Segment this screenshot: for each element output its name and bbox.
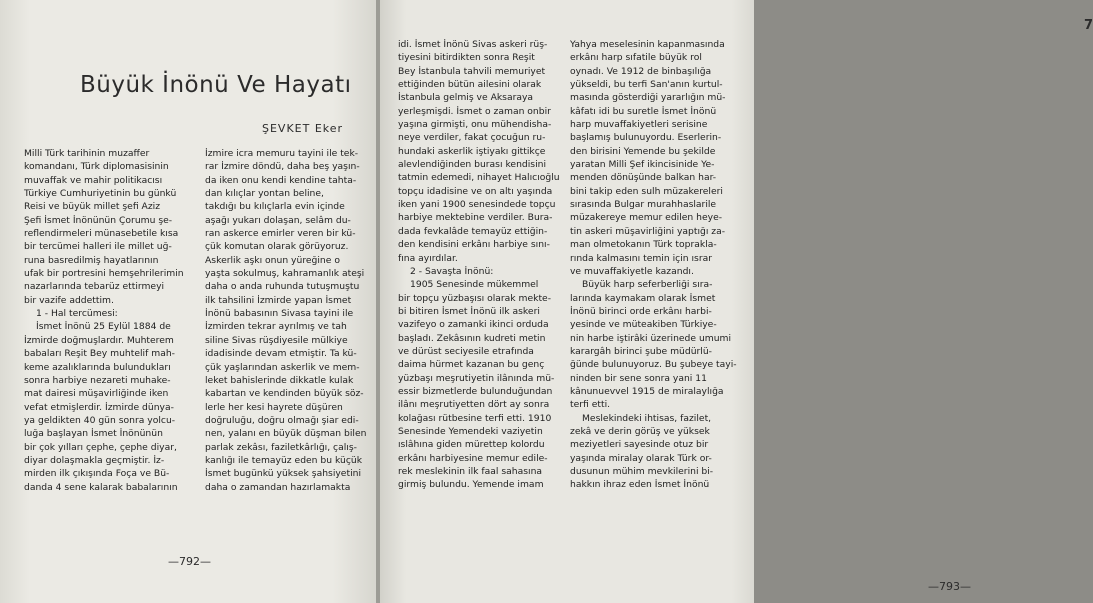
text-line: İzmirden tekrar ayrılmış ve tah: [205, 321, 347, 333]
text-line: başladı. Zekâsının kudreti metin: [398, 332, 546, 344]
text-line: Büyük harp seferberliği sıra-: [582, 279, 713, 291]
text-line: yüzbaşı meşrutiyetin ilânında mü-: [398, 372, 555, 384]
text-line: ninden bir sene sonra yani 11: [570, 372, 707, 384]
text-line: runa basredilmiş hayatlarının: [24, 254, 159, 266]
text-line: reflendirmeleri münasebetile kısa: [24, 228, 179, 240]
text-line: doğruluğu, doğru olmağı şiar edi-: [205, 414, 359, 426]
text-line: tiyesini bitirdikten sonra Reşit: [398, 52, 535, 64]
text-line: zekâ ve derin görüş ve yüksek: [570, 425, 710, 437]
text-line: masında gösterdiği yararlığın mü-: [570, 92, 726, 104]
text-line: ettiğinden bütün ailesini olarak: [398, 79, 542, 91]
text-line: yaratan Milli Şef ikincisinide Ye-: [570, 159, 715, 171]
text-column-4: [570, 38, 742, 492]
text-line: Askerlik aşkı onun yüreğine o: [205, 254, 340, 266]
page-folio-right: —793—: [928, 580, 971, 593]
text-line: takdığı bu kılıçlarla evin içinde: [205, 201, 345, 213]
text-line: Türkiye Cumhuriyetinin bu günkü: [24, 188, 177, 200]
text-line: bir topçu yüzbaşısı olarak mekte-: [398, 292, 552, 304]
text-line: kâfatı idi bu suretle İsmet İnönü: [570, 105, 717, 117]
text-line: harp muvaffakiyetleri serisine: [570, 119, 708, 131]
text-line: bir çok yılları çephe, çephe diyar,: [24, 441, 177, 453]
text-line: Bey İstanbula tahvili memuriyet: [398, 65, 546, 77]
text-line: sırasında Bulgar murahhaslarile: [570, 199, 717, 211]
text-line: ve dürüst seciyesile etrafında: [398, 345, 534, 357]
text-line: tatmin edemedi, nihayet Halıcıoğlu: [398, 172, 560, 184]
text-line: mirden ilk çıkışında Foça ve Bü-: [24, 468, 170, 480]
text-line: diyar dolaşmakla geçmiştir. İz-: [24, 454, 165, 466]
text-line: vazifeyo o zamanki ikinci orduda: [398, 319, 549, 331]
text-line: da iken onu kendi kendine tahta-: [205, 174, 357, 186]
text-line: danda 4 sene kalarak babalarının: [24, 481, 178, 493]
text-line: Milli Türk tarihinin muzaffer: [24, 148, 150, 159]
text-line: idi. İsmet İnönü Sivas askeri rüş-: [398, 39, 548, 50]
text-line: nin harbe iştirâki üzerinede umumi: [570, 332, 732, 344]
text-line: İnönü babasının Sivasa tayini ile: [205, 308, 354, 320]
text-column-3: [398, 38, 558, 492]
text-line: essir bizmetlerde bulunduğundan: [398, 385, 553, 397]
text-line: 1905 Senesinde mükemmel: [410, 279, 539, 291]
text-line: müzakereye memur edilen heye-: [570, 212, 723, 224]
text-line: hundaki askerlik iştiyakı gittikçe: [398, 145, 546, 157]
left-page: [0, 0, 378, 603]
text-line: daha o zamandan hazırlamakta: [205, 481, 351, 493]
text-line: yaşında miralay olarak Türk or-: [570, 452, 712, 464]
text-line: yesinde ve müteakiben Türkiye-: [570, 319, 717, 331]
text-line: ilânı meşrutiyetten dört ay sonra: [398, 399, 550, 411]
author-name: ŞEVKET Eker: [262, 122, 344, 135]
text-line: Reisi ve büyük millet şefi Aziz: [24, 201, 161, 213]
text-line: rar İzmire döndü, daha beş yaşın-: [205, 161, 360, 173]
text-line: meziyetleri sayesinde otuz bir: [570, 439, 709, 451]
text-line: girmiş bulundu. Yemende imam: [398, 479, 544, 491]
text-line: karargâh birinci şube müdürlü-: [570, 345, 712, 357]
text-line: keme azalıklarında bulundukları: [24, 361, 171, 373]
text-line: 2 - Savaşta İnönü:: [410, 265, 494, 277]
text-line: ufak bir portresini hemşehrilerimin: [24, 268, 184, 280]
text-line: yerleşmişdi. İsmet o zaman onbir: [398, 105, 551, 117]
text-line: mat dairesi müşavirliğinde iken: [24, 388, 169, 400]
text-line: yaşta sokulmuş, kahramanlık ateşi: [205, 268, 365, 280]
text-line: daha o anda ruhunda tutuşmuştu: [205, 281, 360, 293]
text-line: rek meslekinin ilk faal sahasına: [398, 466, 543, 477]
text-line: dan kılıçlar yontan beline,: [205, 188, 324, 200]
text-line: bir vazife addettim.: [24, 294, 114, 306]
text-line: alevlendiğinden burası kendisini: [398, 159, 547, 171]
text-line: rında kalmasını temin için ısrar: [570, 252, 713, 264]
text-line: harbiye mektebine verdiler. Bura-: [398, 212, 553, 224]
text-line: dada fevkalâde temayüz ettiğin-: [398, 225, 548, 237]
text-line: topçu idadisine ve on altı yaşında: [398, 185, 553, 197]
text-line: nen, yalanı en büyük düşman bilen: [205, 428, 367, 440]
text-line: nazarlarında tebarüz ettirmeyi: [24, 281, 165, 293]
text-line: iken yani 1900 senesindede topçu: [398, 199, 556, 211]
text-line: yaşına girmişti, onu mühendisha-: [398, 119, 552, 131]
text-line: vefat etmişlerdir. İzmirde dünya-: [24, 401, 174, 413]
text-line: leket bahislerinde dikkatle kulak: [205, 374, 354, 386]
text-line: Yahya meselesinin kapanmasında: [570, 39, 725, 50]
text-column-1: [24, 147, 184, 494]
text-line: ğünde bulunuyoruz. Bu şubeye tayi-: [570, 359, 737, 371]
text-line: ran askerce emirler veren bir kü-: [205, 228, 356, 240]
text-line: hakkın ihraz eden İsmet İnönü: [570, 479, 710, 491]
text-line: yükseldi, bu terfi San'anın kurtul-: [570, 79, 723, 91]
text-line: İsmet bugünkü yüksek şahsiyetini: [205, 468, 361, 480]
text-line: luğa başlayan İsmet İnönünün: [24, 428, 163, 440]
text-line: tin askeri müşavirliğini yaptığı za-: [570, 225, 726, 237]
page-folio-left: —792—: [168, 555, 211, 568]
text-line: bi bitiren İsmet İnönü ilk askeri: [398, 305, 540, 317]
text-line: bir tercümei halleri ile millet uğ-: [24, 241, 172, 253]
text-line: muvaffak ve mahir politikacısı: [24, 174, 163, 186]
text-line: den birisini Yemende bu şekilde: [570, 145, 716, 157]
text-line: den kendisini erkânı harbiye sını-: [398, 239, 550, 251]
text-line: siline Sivas rüşdiyesile mülkiye: [205, 334, 348, 346]
text-line: daima hürmet kazanan bu genç: [398, 359, 545, 371]
text-line: İzmire icra memuru tayini ile tek-: [205, 148, 359, 159]
text-line: dusunun mühim mevkilerini bi-: [570, 466, 714, 477]
page-number: 7: [1084, 18, 1093, 33]
text-line: babaları Reşit Bey muhtelif mah-: [24, 348, 175, 360]
text-line: çük komutan olarak görüyoruz.: [205, 241, 349, 253]
text-line: Senesinde Yemendeki vaziyetin: [398, 425, 543, 437]
text-line: ve muvaffakiyetle kazandı.: [570, 265, 694, 277]
text-line: bini takip eden sulh müzakereleri: [570, 185, 723, 197]
text-line: İnönü birinci orde erkânı harbi-: [570, 305, 712, 317]
text-line: larında kaymakam olarak İsmet: [570, 292, 716, 304]
text-line: oynadı. Ve 1912 de binbaşılığa: [570, 65, 712, 77]
text-line: idadisinde devam etmiştir. Ta kü-: [205, 348, 357, 360]
right-page: [380, 0, 1093, 603]
text-line: Meslekindeki ihtisas, fazilet,: [582, 412, 712, 424]
text-line: kanlığı ile temayüz eden bu küçük: [205, 454, 363, 466]
text-line: Şefi İsmet İnönünün Çorumu şe-: [24, 214, 173, 226]
text-line: aşağı yukarı dolaşan, selâm du-: [205, 214, 351, 226]
text-line: başlamış bulunuyordu. Eserlerin-: [570, 132, 722, 144]
text-line: erkânı harp sıfatile büyük rol: [570, 52, 702, 64]
text-line: kolağası rütbesine terfi etti. 1910: [398, 412, 552, 424]
text-line: ilk tahsilini İzmirde yapan İsmet: [205, 294, 352, 306]
text-line: neye verdiler, fakat çocuğun ru-: [398, 132, 546, 144]
text-column-2: [205, 147, 365, 494]
text-line: 1 - Hal tercümesi:: [36, 308, 118, 320]
text-line: man olmetokanın Türk toprakla-: [570, 239, 717, 251]
text-line: çük yaşlarından askerlik ve mem-: [205, 361, 360, 373]
text-line: lerle her kesi hayrete düşüren: [205, 401, 343, 413]
article-title: Büyük İnönü Ve Hayatı: [80, 72, 352, 98]
text-line: ya geldikten 40 gün sonra yolcu-: [24, 414, 176, 426]
text-line: fına ayırdılar.: [398, 252, 458, 264]
text-line: kabartan ve kendinden büyük söz-: [205, 388, 364, 400]
text-line: menden dönüşünde balkan har-: [570, 172, 717, 184]
text-line: İstanbula gelmiş ve Aksaraya: [398, 92, 534, 104]
text-line: komandanı, Türk diplomasisinin: [24, 161, 169, 173]
text-line: İsmet İnönü 25 Eylül 1884 de: [36, 321, 171, 333]
text-line: sonra harbiye nezareti muhake-: [24, 374, 171, 386]
text-line: İzmirde doğmuşlardır. Muhterem: [24, 334, 174, 346]
text-line: parlak zekâsı, faziletkârlığı, çalış-: [205, 441, 357, 453]
text-line: terfi etti.: [570, 399, 611, 411]
text-line: erkânı harbiyesine memur edile-: [398, 452, 548, 464]
text-line: ıslâhına giden mürettep kolordu: [398, 439, 545, 451]
text-line: kânunuevvel 1915 de miralaylığa: [570, 385, 724, 397]
